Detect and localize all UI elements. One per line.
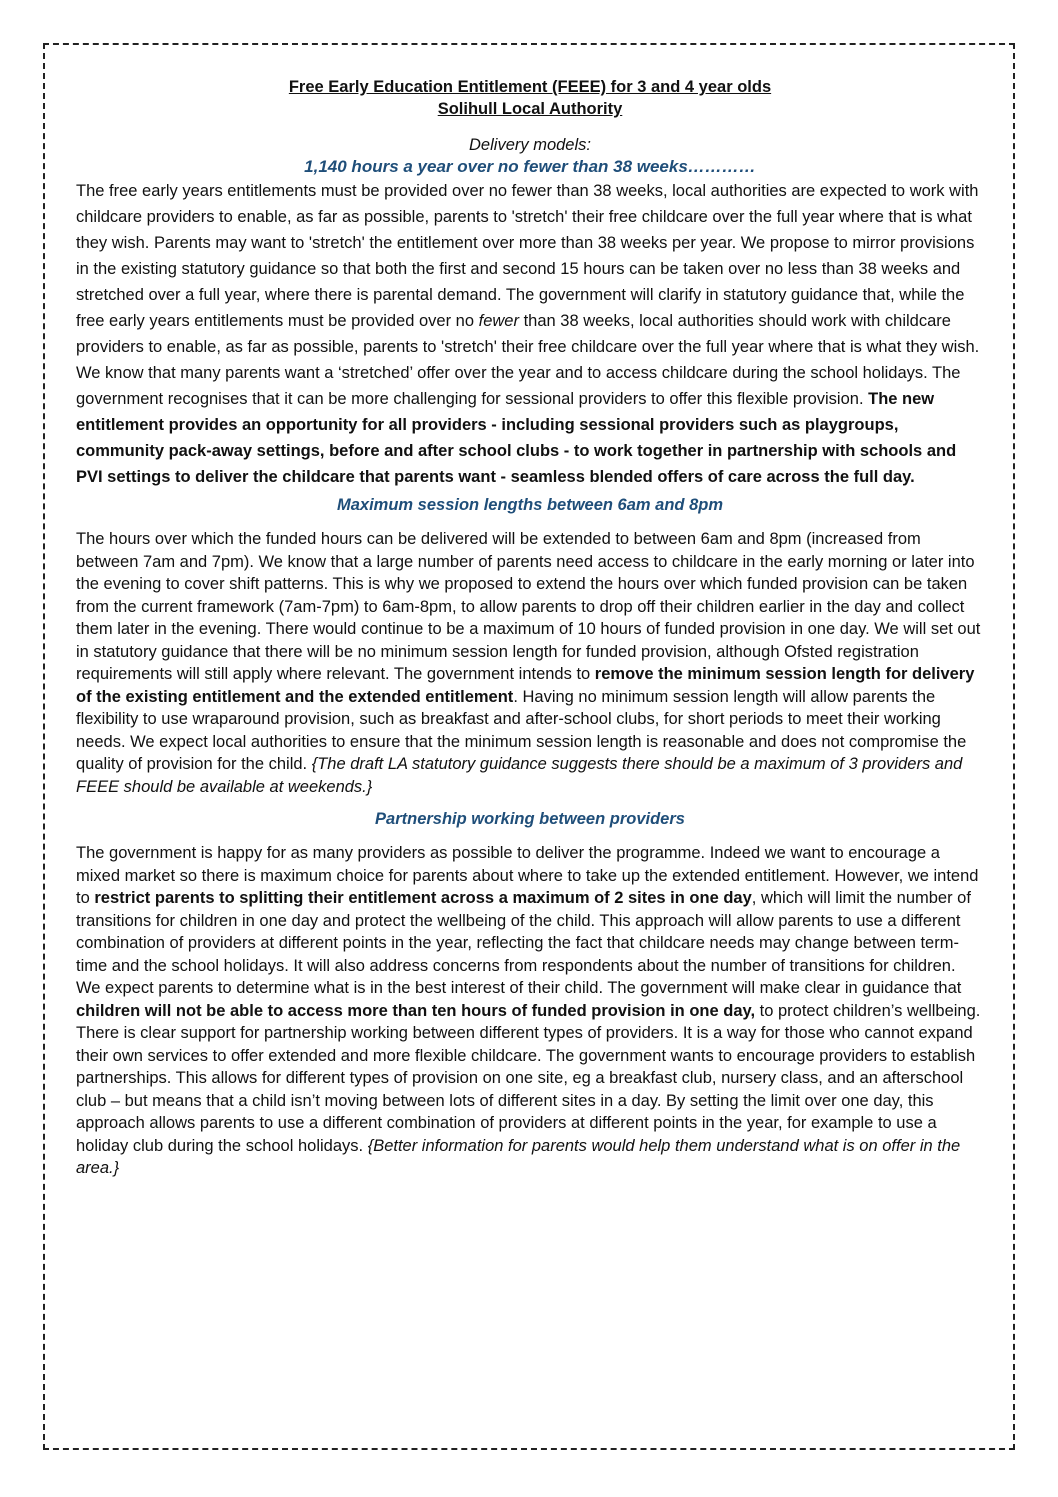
document-body: [76, 76, 984, 1180]
paragraph-stretch-entitlement: The free early years entitlements must be provided over no fewer than 38 weeks, local authorities are expected to work with childcare providers to enable, as far as possible, parents to 'stretch' their free childcare over the full year where that is what they wish. Parents may want to 'stretch' the entitlement over more than 38 weeks per year. We propose to mirror provisions in the existing statutory guidance so that both the first and second 15 hours can be taken over no less than 38 weeks and stretched over a full year, where there is parental demand. The government will clarify in statutory guidance that, while the free early years entitlements must be provided over no fewer than 38 weeks, local authorities should work with childcare providers to enable, as far as possible, parents to 'stretch' their free childcare over the full year where that is what they wish. We know that many parents want a ‘stretched’ offer over the year and to access childcare during the school holidays. The government recognises that it can be more challenging for sessional providers to offer this flexible provision. The new entitlement provides an opportunity for all providers - including sessional providers such as playgroups, community pack-away settings, before and after school clubs - to work together in partnership with schools and PVI settings to deliver the childcare that parents want - seamless blended offers of care across the full day.: [76, 182, 980, 486]
document-title: Free Early Education Entitlement (FEEE) for 3 and 4 year olds: [288, 78, 772, 96]
paragraph-partnership-support: There is clear support for partnership working between different types of providers. It is a way for those who cannot expand their own services to offer extended and more flexible childcare. The government wants to encourage providers to establish partnerships. This allows for different types of provision on one site, eg a breakfast club, nursery class, and an afterschool club – but means that a child isn’t moving between lots of different sites in a day. By setting the limit over one day, this approach allows parents to use a different combination of providers at different points in the year, for example to use a holiday club during the school holidays. {Better information for parents would help them understand what is on offer in the area.}: [76, 1024, 976, 1177]
delivery-models-label: Delivery models:: [469, 136, 591, 154]
section-heading-hours: 1,140 hours a year over no fewer than 38 weeks…………: [304, 157, 756, 176]
document-subtitle: Solihull Local Authority: [437, 100, 623, 118]
section-heading-session-lengths: Maximum session lengths between 6am and 8pm: [336, 496, 724, 514]
section-heading-partnership: Partnership working between providers: [375, 810, 685, 828]
paragraph-partnership-sites: The government is happy for as many providers as possible to deliver the programme. Indeed we want to encourage a mixed market so there is maximum choice for parents about where to take up the extended entitlement. However, we intend to restrict parents to splitting their entitlement across a maximum of 2 sites in one day, which will limit the number of transitions for children in one day and protect the wellbeing of the child. This approach will allow parents to use a different combination of providers at different points in the year, reflecting the fact that childcare needs may change between term-time and the school holidays. It will also address concerns from respondents about the number of transitions for children. We expect parents to determine what is in the best interest of their child. The government will make clear in guidance that children will not be able to access more than ten hours of funded provision in one day, to protect children’s wellbeing.: [76, 844, 981, 1020]
paragraph-session-lengths: The hours over which the funded hours can be delivered will be extended to between 6am and 8pm (increased from between 7am and 7pm). We know that a large number of parents need access to childcare in the early morning or later into the evening to cover shift patterns. This is why we proposed to extend the hours over which funded provision can be taken from the current framework (7am-7pm) to 6am-8pm, to allow parents to drop off their children earlier in the day and collect them later in the evening. There would continue to be a maximum of 10 hours of funded provision in one day. We will set out in statutory guidance that there will be no minimum session length for funded provision, although Ofsted registration requirements will still apply where relevant. The government intends to remove the minimum session length for delivery of the existing entitlement and the extended entitlement. Having no minimum session length will allow parents the flexibility to use wraparound provision, such as breakfast and after-school clubs, for short periods to meet their working needs. We expect local authorities to ensure that the minimum session length is reasonable and does not compromise the quality of provision for the child. {The draft LA statutory guidance suggests there should be a maximum of 3 providers and FEEE should be available at weekends.}: [76, 530, 981, 796]
